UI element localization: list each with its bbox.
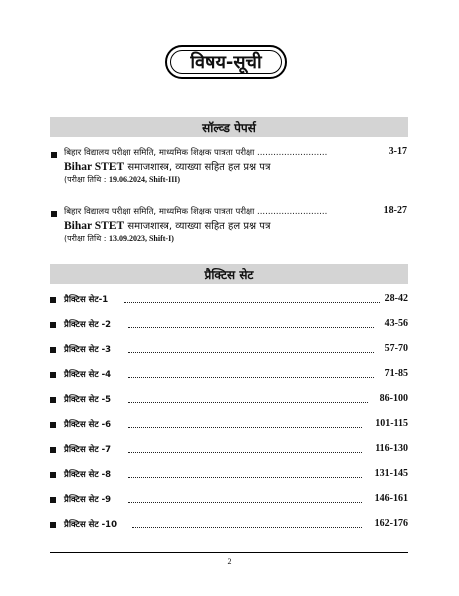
- practice-set-pages: 146-161: [374, 493, 408, 504]
- leader-dots: [128, 502, 362, 503]
- practice-set-label: प्रैक्टिस सेट -10: [64, 520, 118, 530]
- leader-dots: [128, 452, 362, 453]
- practice-set-pages: 71-85: [384, 368, 408, 379]
- bullet-square-icon: [50, 522, 56, 528]
- bullet-square-icon: [51, 152, 57, 158]
- leader-dots: [128, 352, 374, 353]
- solved-paper-title: बिहार विद्यालय परीक्षा समिति, माध्यमिक शिक्षक पात्रता परीक्षा ..........................: [64, 207, 328, 217]
- practice-set-row: [50, 344, 408, 356]
- leader-dots: [124, 302, 380, 303]
- bullet-square-icon: [50, 372, 56, 378]
- practice-set-pages: 28-42: [384, 293, 408, 304]
- practice-set-row: [50, 419, 408, 431]
- practice-set-pages: 43-56: [384, 318, 408, 329]
- date-value: 13.09.2023, Shift-I): [108, 234, 174, 243]
- practice-set-row: [50, 319, 408, 331]
- bullet-square-icon: [50, 497, 56, 503]
- solved-paper-date: [64, 174, 180, 185]
- solved-papers-heading-band: [50, 117, 408, 137]
- bullet-square-icon: [50, 397, 56, 403]
- practice-set-label: प्रैक्टिस सेट -9: [64, 495, 112, 505]
- solved-paper-subject: समाजशास्त्र, व्याख्या सहित हल प्रश्न पत्र: [124, 221, 271, 232]
- solved-paper-pages: 3-17: [388, 146, 407, 157]
- practice-set-row: [50, 294, 408, 306]
- date-value: 19.06.2024, Shift-III): [108, 175, 181, 184]
- practice-set-row: [50, 444, 408, 456]
- solved-paper-subtitle: [64, 159, 270, 173]
- footer-divider: [50, 552, 408, 553]
- practice-set-pages: 131-145: [374, 468, 408, 479]
- practice-set-pages: 162-176: [374, 518, 408, 529]
- practice-set-row: [50, 394, 408, 406]
- solved-paper-subtitle: [64, 218, 270, 232]
- practice-sets-heading: प्रैक्टिस सेट: [204, 267, 254, 282]
- practice-set-row: [50, 369, 408, 381]
- practice-set-pages: 57-70: [384, 343, 408, 354]
- title-box: [165, 45, 287, 79]
- leader-dots: [128, 477, 362, 478]
- bullet-square-icon: [51, 211, 57, 217]
- practice-set-label: प्रैक्टिस सेट -4: [64, 370, 112, 380]
- practice-set-pages: 86-100: [379, 393, 408, 404]
- leader-dots: [128, 402, 368, 403]
- practice-set-pages: 101-115: [375, 418, 408, 429]
- practice-set-row: [50, 494, 408, 506]
- practice-set-label: प्रैक्टिस सेट -7: [64, 445, 112, 455]
- solved-paper-title: बिहार विद्यालय परीक्षा समिति, माध्यमिक शिक्षक पात्रता परीक्षा ..........................: [64, 148, 328, 158]
- practice-set-label: प्रैक्टिस सेट-1: [64, 295, 109, 305]
- bullet-square-icon: [50, 472, 56, 478]
- practice-set-label: प्रैक्टिस सेट -2: [64, 320, 112, 330]
- leader-dots: [128, 377, 374, 378]
- solved-paper-date: [64, 233, 174, 244]
- leader-dots: [128, 327, 374, 328]
- practice-set-label: प्रैक्टिस सेट -8: [64, 470, 112, 480]
- solved-paper-subject: समाजशास्त्र, व्याख्या सहित हल प्रश्न पत्र: [124, 162, 271, 173]
- practice-set-label: प्रैक्टिस सेट -5: [64, 395, 112, 405]
- leader-dots: [132, 527, 362, 528]
- solved-papers-heading: सॉल्व्ड पेपर्स: [202, 120, 256, 135]
- date-prefix: (परीक्षा तिथि :: [64, 234, 109, 243]
- bullet-square-icon: [50, 347, 56, 353]
- page-number: 2: [227, 557, 232, 566]
- practice-sets-heading-band: [50, 264, 408, 284]
- practice-set-row: [50, 469, 408, 481]
- practice-set-label: प्रैक्टिस सेट -3: [64, 345, 112, 355]
- bullet-square-icon: [50, 322, 56, 328]
- solved-paper-pages: 18-27: [383, 205, 407, 216]
- date-prefix: (परीक्षा तिथि :: [64, 175, 109, 184]
- solved-paper-bold-prefix: Bihar STET: [64, 161, 125, 173]
- leader-dots: [128, 427, 362, 428]
- solved-paper-bold-prefix: Bihar STET: [64, 220, 125, 232]
- practice-set-label: प्रैक्टिस सेट -6: [64, 420, 112, 430]
- practice-set-row: [50, 519, 408, 531]
- bullet-square-icon: [50, 422, 56, 428]
- page-title: विषय-सूची: [190, 52, 262, 73]
- bullet-square-icon: [50, 447, 56, 453]
- bullet-square-icon: [50, 297, 56, 303]
- practice-set-pages: 116-130: [375, 443, 408, 454]
